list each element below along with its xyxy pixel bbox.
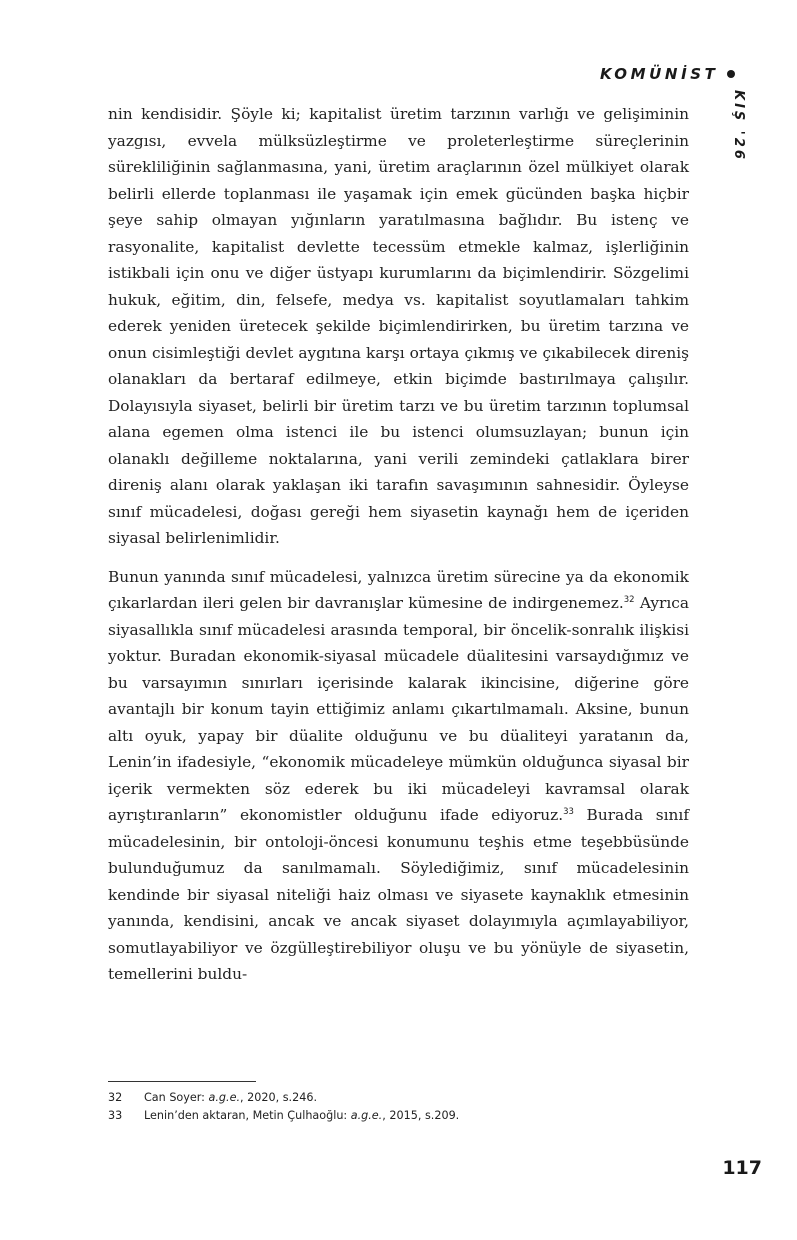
footnote-text-part: Lenin’den aktaran, Metin Çulhaoğlu: (144, 1109, 351, 1122)
footnote-text (144, 1089, 317, 1107)
paragraph-text: Burada sınıf mücadelesinin, bir ontoloji-öncesi konumunu teşhis etme teşebbüsünde bulunduğumuz da sanılmamalı. Söylediğimiz, sınıf mücadelesinin kendinde bir siyasal niteliği haiz olması ve siyasete kaynaklık etmesinin yanında, kendisini, ancak ve ancak siyaset dolayımıyla açımlayabiliyor, somutlayabiliyor ve özgülleştirebiliyor oluşu ve bu yönüyle de siyasetin, temellerini buldu- (108, 806, 689, 983)
footnote-number: 32 (108, 1091, 123, 1104)
footnote-text-part: , 2020, s.246. (240, 1091, 318, 1104)
footnote-text-part: Can Soyer: (144, 1091, 209, 1104)
footnote-reference[interactable]: 32 (623, 594, 635, 605)
bullet-dot-icon (727, 70, 735, 78)
footnote-citation: a.g.e. (208, 1091, 241, 1104)
paragraph-text: nin kendisidir. Şöyle ki; kapitalist üretim tarzının varlığı ve gelişiminin yazgısı, evvela mülksüzleştirme ve proleterleştirme süreçlerinin sürekliliğinin sağlanmasına, yani, üretim araçlarının özel mülkiyet olarak belirli ellerde toplanması ile yaşamak için emek gücünden başka hiçbir şeye sahip olmayan yığınların yaratılmasına bağlıdır. Bu istenç ve rasyonalite, kapitalist devlette tecessüm etmekle kalmaz, işlerliğinin istikbali için onu ve diğer üstyapı kurumlarını da biçimlendirir. Sözgelimi hukuk, eğitim, din, felsefe, medya vs. kapitalist soyutlamaları tahkim ederek yeniden üretecek şekilde biçimlendirirken, bu üretim tarzına ve onun cisimleştiği devlet aygıtına karşı ortaya çıkmış ve çıkabilecek direniş olanakları da bertaraf edilmeye, etkin biçimde bastırılmaya çalışılır. Dolayısıyla siyaset, belirli bir üretim tarzı ve bu üretim tarzının toplumsal alana egemen olma istenci ile bu istenci olumsuzlayan; bunun için olanaklı değilleme noktalarına, yani verili zemindeki çatlaklara birer direniş alanı olarak yaklaşan iki tarafın savaşımının sahnesidir. Öyleyse sınıf mücadelesi, doğası gereği hem siyasetin kaynağı hem de içeriden siyasal belirlenimlidir. (108, 105, 689, 547)
footnote (108, 1089, 689, 1107)
footnotes (108, 1089, 689, 1125)
footnote-text-part: , 2015, s.209. (382, 1109, 460, 1122)
paragraph-text: Ayrıca siyasallıkla sınıf mücadelesi arasında temporal, bir öncelik-sonralık ilişkisi yoktur. Buradan ekonomik-siyasal mücadele düalitesini varsaydığımız ve bu varsayımın sınırları içerisinde kalarak ikincisine, diğerine göre avantajlı bir konum tayin ettiğimiz anlamı çıkartılmamalı. Aksine, bunun altı oyuk, yapay bir düalite olduğunu ve bu düaliteyi yaratanın da, Lenin’in ifadesiyle, “ekonomik mücadeleye mümkün olduğunca siyasal bir içerik vermekten söz ederek bu iki mücadeleyi kavramsal olarak ayrıştıranların” ekonomistler olduğunu ifade ediyoruz. (108, 594, 689, 824)
footnote-number: 33 (108, 1109, 123, 1122)
paragraph-text: Bunun yanında sınıf mücadelesi, yalnızca üretim sürecine ya da ekonomik çıkarlardan ileri gelen bir davranışlar kümesine de indirgenemez. (108, 567, 689, 612)
magazine-title: KOMÜNİST (600, 65, 719, 83)
page-number: 117 (722, 1157, 762, 1179)
running-header (600, 62, 750, 86)
footnote-reference[interactable]: 33 (563, 806, 574, 817)
footnote-citation: a.g.e. (350, 1109, 383, 1122)
footnote-text (144, 1107, 459, 1125)
paragraph (108, 101, 689, 552)
footnote (108, 1107, 689, 1125)
issue-label: KIŞ '26 (731, 90, 746, 162)
paragraph (108, 564, 689, 988)
article-body (108, 101, 689, 988)
footnote-divider (108, 1081, 256, 1082)
